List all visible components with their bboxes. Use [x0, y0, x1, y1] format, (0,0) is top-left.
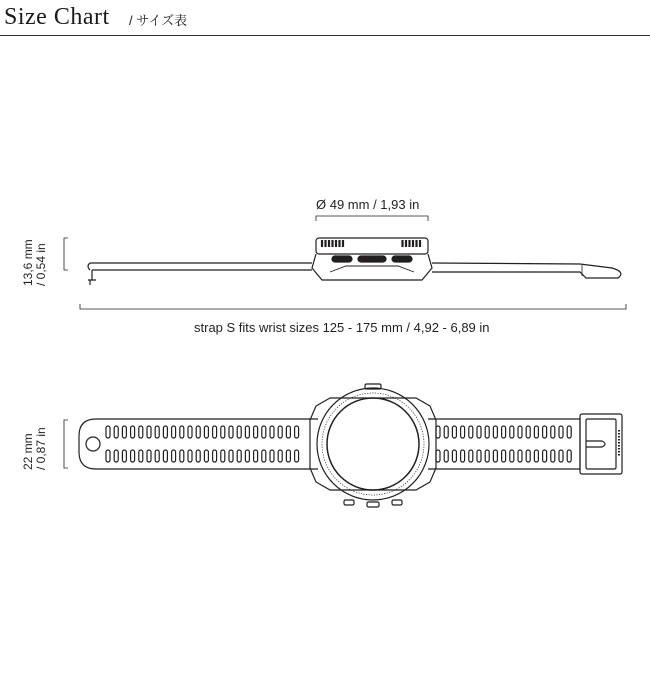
strap-slot: [163, 426, 167, 438]
strap-slot: [213, 426, 217, 438]
strap-slot: [278, 450, 282, 462]
strap-slot: [452, 450, 456, 462]
watch-bezel-ticks: [322, 393, 424, 495]
strap-slot: [122, 450, 126, 462]
strap-slot: [510, 450, 514, 462]
side-strap-right: [432, 263, 621, 278]
strap-slot: [254, 426, 258, 438]
strap-slot: [196, 450, 200, 462]
strap-slot: [551, 426, 555, 438]
strap-slot: [180, 450, 184, 462]
strap-slot: [543, 450, 547, 462]
strap-slot: [567, 426, 571, 438]
strap-slot: [245, 426, 249, 438]
side-strap-pin: [88, 270, 96, 285]
strap-slot: [567, 450, 571, 462]
strap-slot: [502, 450, 506, 462]
thickness-dimension-line: [64, 238, 68, 270]
strap-slot: [278, 426, 282, 438]
side-view-watch: [88, 216, 621, 285]
strap-slot: [485, 426, 489, 438]
page-subtitle: / サイズ表: [129, 13, 188, 28]
width-in-label: / 0,87 in: [34, 427, 48, 470]
strap-slot: [526, 426, 530, 438]
strap-slot: [452, 426, 456, 438]
strap-slot: [493, 426, 497, 438]
side-button-right: [392, 256, 412, 262]
strap-slot: [229, 426, 233, 438]
strap-slot: [122, 426, 126, 438]
side-button-left: [332, 256, 352, 262]
strap-slot: [477, 450, 481, 462]
strap-length-dimension-line: [80, 304, 626, 309]
strap-slot: [254, 450, 258, 462]
strap-slot: [221, 426, 225, 438]
strap-slot: [229, 450, 233, 462]
strap-slot: [526, 450, 530, 462]
strap-slot: [155, 426, 159, 438]
strap-slot: [204, 450, 208, 462]
strap-slot: [295, 450, 299, 462]
strap-slot: [262, 426, 266, 438]
strap-size-label: strap S fits wrist sizes 125 - 175 mm / 4,92 - 6,89 in: [194, 320, 490, 335]
strap-slot: [188, 450, 192, 462]
thickness-in-label: / 0,54 in: [34, 243, 48, 286]
strap-slot: [559, 450, 563, 462]
side-strap-left: [90, 263, 312, 270]
strap-slot: [106, 450, 110, 462]
strap-slot: [270, 450, 274, 462]
strap-slot: [172, 450, 176, 462]
strap-slot: [295, 426, 299, 438]
strap-ventilation-slots-right: [436, 426, 571, 462]
strap-width-dimension-line: [64, 420, 68, 468]
bezel-grip-teeth: [322, 240, 420, 247]
strap-slot: [444, 426, 448, 438]
width-mm-label: 22 mm: [21, 433, 35, 470]
strap-slot: [262, 450, 266, 462]
strap-slot: [444, 450, 448, 462]
thickness-label: [22, 239, 48, 286]
strap-slot: [493, 450, 497, 462]
strap-slot: [510, 426, 514, 438]
strap-slot: [237, 450, 241, 462]
top-view-watch: [79, 384, 622, 507]
thickness-mm-label: 13,6 mm: [21, 239, 35, 286]
strap-slot: [147, 450, 151, 462]
button-bottom-center: [367, 502, 379, 507]
strap-slot: [551, 450, 555, 462]
side-lug-line: [330, 266, 414, 272]
watch-bezel-outer: [317, 388, 429, 500]
strap-slot: [180, 426, 184, 438]
side-button-center: [358, 256, 386, 262]
strap-slot: [163, 450, 167, 462]
buckle-tongue: [586, 441, 605, 447]
strap-slot: [139, 450, 143, 462]
strap-slot: [131, 450, 135, 462]
strap-slot: [147, 426, 151, 438]
strap-slot: [485, 450, 489, 462]
strap-slot: [139, 426, 143, 438]
strap-slot: [106, 426, 110, 438]
strap-slot: [461, 450, 465, 462]
strap-slot: [237, 426, 241, 438]
strap-slot: [559, 426, 563, 438]
strap-slot: [245, 450, 249, 462]
strap-slot: [213, 450, 217, 462]
strap-slot: [502, 426, 506, 438]
strap-ventilation-slots-left: [106, 426, 299, 462]
strap-slot: [114, 426, 118, 438]
strap-slot: [155, 450, 159, 462]
strap-slot: [518, 450, 522, 462]
button-bottom-right: [392, 500, 402, 505]
strap-slot: [461, 426, 465, 438]
strap-width-label: [22, 427, 48, 470]
button-bottom-left: [344, 500, 354, 505]
strap-slot: [543, 426, 547, 438]
strap-slot: [270, 426, 274, 438]
strap-slot: [221, 450, 225, 462]
watch-dial: [327, 398, 419, 490]
strap-slot: [131, 426, 135, 438]
strap-slot: [286, 450, 290, 462]
strap-slot: [518, 426, 522, 438]
strap-end-hole: [86, 437, 100, 451]
strap-slot: [534, 450, 538, 462]
strap-slot: [172, 426, 176, 438]
strap-slot: [534, 426, 538, 438]
strap-slot: [196, 426, 200, 438]
strap-slot: [477, 426, 481, 438]
diameter-label: Ø 49 mm / 1,93 in: [316, 197, 420, 212]
strap-slot: [469, 450, 473, 462]
strap-slot: [286, 426, 290, 438]
strap-slot: [114, 450, 118, 462]
diameter-dimension-line: [316, 216, 428, 221]
strap-slot: [204, 426, 208, 438]
watch-case-top: [310, 398, 436, 490]
page-title: Size Chart: [4, 4, 110, 30]
strap-slot: [188, 426, 192, 438]
strap-slot: [469, 426, 473, 438]
